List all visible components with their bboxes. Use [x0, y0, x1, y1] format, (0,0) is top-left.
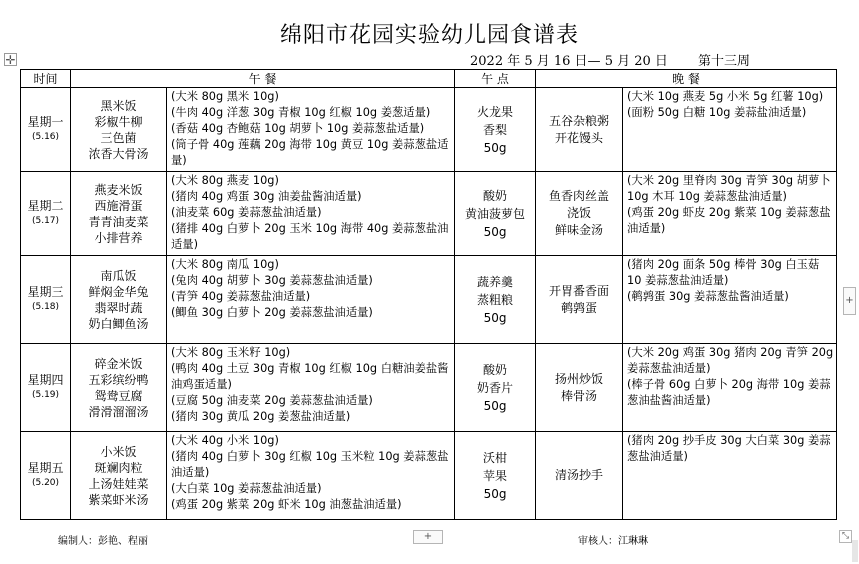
day-date: (5.19): [31, 389, 60, 400]
dinner-dish: 五谷杂粮粥: [549, 113, 610, 128]
dinner-ingredients-cell: [623, 432, 837, 520]
dinner-ingredient-line: (鹌鹑蛋 30g 姜蒜葱盐酱油适量): [627, 290, 789, 303]
lunch-ingredient-line: (猪肉 40g 白萝卜 30g 红椒 10g 玉米粒 10g 姜蒜葱盐油适量): [171, 450, 449, 479]
week-label: 第十三周: [698, 54, 751, 69]
lunch-ingredients-cell: [167, 256, 455, 344]
snack-item: 沃柑: [483, 450, 508, 465]
lunch-ingredients-cell: [167, 344, 455, 432]
lunch-ingredient-line: (鲫鱼 30g 白萝卜 20g 姜蒜葱盐油适量): [171, 306, 373, 319]
day-name: 星期五: [27, 460, 64, 475]
snack-item: 香梨: [483, 122, 508, 137]
lunch-dish: 碎金米饭: [94, 356, 143, 371]
snack-cell: [455, 344, 536, 432]
snack-item: 50g: [483, 398, 507, 413]
lunch-dish: 五彩缤纷鸭: [88, 372, 149, 387]
dinner-ingredient-line: (大米 20g 鸡蛋 30g 猪肉 20g 青笋 20g 姜蒜葱盐油适量): [627, 346, 834, 375]
lunch-ingredient-line: (大米 80g 玉米籽 10g): [171, 346, 291, 359]
snack-cell: [455, 256, 536, 344]
lunch-dish: 翡翠时蔬: [94, 300, 143, 315]
lunch-dish: 鲜焖金华兔: [88, 284, 149, 299]
dinner-dishes-cell: [536, 432, 623, 520]
snack-item: 50g: [483, 224, 507, 239]
lunch-ingredients-cell: [167, 88, 455, 172]
day-name: 星期二: [27, 198, 64, 213]
lunch-dish: 上汤娃娃菜: [88, 476, 149, 491]
add-row-plus-icon[interactable]: +: [413, 530, 443, 544]
dinner-ingredient-line: (猪肉 20g 抄手皮 30g 大白菜 30g 姜蒜葱盐油适量): [627, 434, 831, 463]
header-snack: 午 点: [455, 70, 536, 88]
dinner-ingredients-cell: [623, 172, 837, 256]
lunch-dishes-cell: [71, 256, 167, 344]
dinner-dishes-cell: [536, 88, 623, 172]
dinner-dishes-cell: [536, 344, 623, 432]
snack-item: 50g: [483, 140, 507, 155]
dinner-dishes-cell: [536, 256, 623, 344]
lunch-ingredient-line: (鸡蛋 20g 紫菜 20g 虾米 10g 油葱盐油适量): [171, 498, 402, 511]
snack-item: 奶香片: [477, 380, 514, 395]
lunch-dishes-cell: [71, 88, 167, 172]
header-time: 时间: [21, 70, 71, 88]
snack-item: 酸奶: [483, 188, 508, 203]
table-resize-icon[interactable]: ⤡: [839, 530, 852, 543]
snack-item: 火龙果: [477, 104, 514, 119]
lunch-ingredient-line: (猪肉 30g 黄瓜 20g 姜葱盐油适量): [171, 410, 351, 423]
lunch-dish: 滑滑溜溜汤: [88, 404, 149, 419]
day-row: [21, 88, 837, 172]
dinner-ingredient-line: (鸡蛋 20g 虾皮 20g 紫菜 10g 姜蒜葱盐油适量): [627, 206, 831, 235]
editor-label: 编制人：彭艳、程丽: [58, 536, 148, 547]
lunch-dish: 西施滑蛋: [94, 198, 143, 213]
lunch-ingredient-line: (大白菜 10g 姜蒜葱盐油适量): [171, 482, 322, 495]
day-row: [21, 344, 837, 432]
lunch-ingredient-line: (豆腐 50g 油麦菜 20g 姜蒜葱盐油适量): [171, 394, 373, 407]
snack-item: 苹果: [483, 468, 508, 483]
lunch-ingredient-line: (大米 40g 小米 10g): [171, 434, 279, 447]
lunch-dish: 青青油麦菜: [88, 214, 149, 229]
dinner-ingredient-line: (大米 10g 燕麦 5g 小米 5g 红薯 10g): [627, 90, 824, 103]
day-name: 星期三: [27, 284, 64, 299]
lunch-ingredients-cell: [167, 172, 455, 256]
day-date: (5.16): [31, 131, 60, 142]
day-cell: [21, 88, 71, 172]
dinner-ingredients-cell: [623, 344, 837, 432]
snack-item: 黄油菠萝包: [465, 206, 526, 221]
page-title: 绵阳市花园实验幼儿园食谱表: [279, 23, 579, 48]
lunch-dishes-cell: [71, 432, 167, 520]
lunch-ingredient-line: (大米 80g 黑米 10g): [171, 90, 279, 103]
table-move-handle-icon[interactable]: ✛: [5, 53, 16, 67]
lunch-dish: 小米饭: [100, 444, 137, 459]
lunch-dish: 南瓜饭: [100, 268, 137, 283]
lunch-dish: 斑斓肉粒: [94, 460, 143, 475]
day-cell: [21, 344, 71, 432]
dinner-dish: 扬州炒饭: [555, 371, 604, 386]
day-date: (5.17): [31, 215, 60, 226]
dinner-dish: 鲜味金汤: [555, 223, 604, 237]
dinner-ingredients-cell: [623, 256, 837, 344]
lunch-ingredient-line: (大米 80g 南瓜 10g): [171, 258, 279, 271]
day-row: [21, 432, 837, 520]
dinner-dish: 棒骨汤: [561, 388, 598, 403]
dinner-dish: 浇饭: [567, 206, 592, 220]
snack-cell: [455, 88, 536, 172]
day-date: (5.20): [31, 477, 60, 488]
date-range: 2022 年 5 月 16 日— 5 月 20 日: [470, 54, 668, 69]
header-dinner: 晚 餐: [536, 70, 837, 88]
lunch-ingredient-line: (油麦菜 60g 姜蒜葱盐油适量): [171, 206, 322, 219]
snack-item: 蔬养羹: [477, 274, 514, 289]
day-row: [21, 256, 837, 344]
lunch-ingredient-line: (猪排 40g 白萝卜 20g 玉米 10g 海带 40g 姜蒜葱盐油适量): [171, 222, 449, 251]
scrollbar[interactable]: [852, 540, 858, 562]
header-lunch: 午 餐: [71, 70, 455, 88]
day-row: [21, 172, 837, 256]
lunch-dish: 奶白鲫鱼汤: [88, 316, 149, 331]
snack-cell: [455, 172, 536, 256]
lunch-dish: 浓香大骨汤: [88, 146, 149, 161]
lunch-ingredient-line: (筒子骨 40g 莲藕 20g 海带 10g 黄豆 10g 姜蒜葱盐适量): [171, 138, 449, 167]
dinner-ingredient-line: (面粉 50g 白糖 10g 姜蒜盐油适量): [627, 106, 807, 119]
lunch-ingredient-line: (猪肉 40g 鸡蛋 30g 油姜盐酱油适量): [171, 190, 362, 203]
lunch-dish: 紫菜虾米汤: [88, 492, 149, 507]
dinner-dish: 开花馒头: [555, 130, 604, 145]
snack-item: 蒸粗粮: [477, 292, 514, 307]
lunch-ingredient-line: (鸭肉 40g 土豆 30g 青椒 10g 红椒 10g 白糖油姜盐酱油鸡蛋适量): [171, 362, 449, 391]
snack-item: 50g: [483, 310, 507, 325]
day-name: 星期一: [27, 114, 64, 129]
lunch-dish: 鸳鸯豆腐: [94, 388, 143, 403]
reviewer-label: 审核人：江琳琳: [578, 536, 648, 547]
day-name: 星期四: [27, 372, 64, 387]
lunch-dish: 小排营养: [94, 230, 143, 245]
dinner-ingredient-line: (猪肉 20g 面条 50g 棒骨 30g 白玉菇 10 姜蒜葱盐油适量): [627, 258, 820, 287]
snack-cell: [455, 432, 536, 520]
lunch-ingredient-line: (牛肉 40g 洋葱 30g 青椒 10g 红椒 10g 姜葱适量): [171, 106, 431, 119]
dinner-ingredient-line: (大米 20g 里脊肉 30g 青笋 30g 胡萝卜 10g 木耳 10g 姜蒜葱盐油适量): [627, 174, 831, 203]
lunch-ingredient-line: (兔肉 40g 胡萝卜 30g 姜蒜葱盐油适量): [171, 274, 373, 287]
dinner-ingredients-cell: [623, 88, 837, 172]
lunch-ingredient-line: (大米 80g 燕麦 10g): [171, 174, 279, 187]
lunch-ingredient-line: (青笋 40g 姜蒜葱盐油适量): [171, 290, 311, 303]
lunch-dish: 三色菌: [100, 130, 137, 145]
menu-table: [20, 69, 837, 520]
day-cell: [21, 256, 71, 344]
lunch-dishes-cell: [71, 344, 167, 432]
day-cell: [21, 172, 71, 256]
lunch-dish: 彩椒牛柳: [94, 114, 143, 129]
lunch-dish: 燕麦米饭: [94, 182, 143, 197]
snack-item: 50g: [483, 486, 507, 501]
lunch-dishes-cell: [71, 172, 167, 256]
dinner-dish: 鹌鹑蛋: [561, 300, 598, 315]
dinner-dish: 清汤抄手: [555, 468, 604, 482]
lunch-ingredient-line: (香菇 40g 杏鲍菇 10g 胡萝卜 10g 姜蒜葱盐适量): [171, 122, 425, 135]
dinner-dishes-cell: [536, 172, 623, 256]
day-date: (5.18): [31, 301, 60, 312]
lunch-dish: 黑米饭: [100, 98, 137, 113]
dinner-ingredient-line: (棒子骨 60g 白萝卜 20g 海带 10g 姜蒜葱油盐酱油适量): [627, 378, 831, 407]
snack-item: 酸奶: [483, 362, 508, 377]
add-column-plus-icon[interactable]: +: [843, 287, 856, 315]
date-line: [470, 50, 750, 69]
day-cell: [21, 432, 71, 520]
header-row: [21, 70, 837, 88]
lunch-ingredients-cell: [167, 432, 455, 520]
dinner-dish: 开胃番香面: [549, 283, 610, 298]
dinner-dish: 鱼香肉丝盖: [549, 189, 610, 203]
